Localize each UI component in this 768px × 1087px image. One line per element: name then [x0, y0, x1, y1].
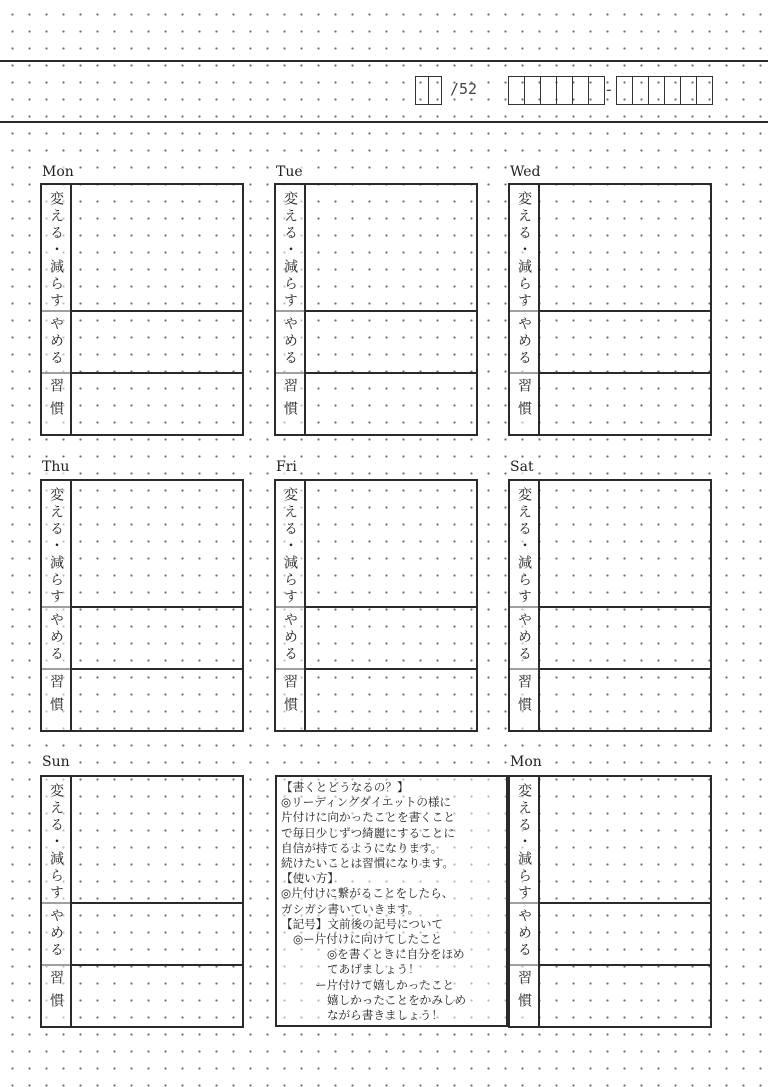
- label-quit: やめる: [42, 902, 72, 964]
- row-change-reduce[interactable]: [510, 185, 710, 312]
- label-habit: 習慣: [42, 372, 72, 434]
- row-change-reduce[interactable]: [276, 185, 476, 312]
- row-change-reduce[interactable]: [42, 185, 242, 312]
- label-habit: 習慣: [510, 668, 540, 730]
- note-line: ◎を書くときに自分をほめ: [327, 947, 465, 962]
- row-habit[interactable]: [510, 964, 710, 1026]
- row-quit[interactable]: [42, 310, 242, 374]
- label-habit: 習慣: [510, 964, 540, 1026]
- label-change-reduce: 変える・減らす: [42, 481, 72, 606]
- day-label-sun: Sun: [42, 754, 70, 770]
- note-line: ◎ー片付けに向けてしたこと: [293, 932, 443, 947]
- note-line: ながら書きましょう！: [327, 1008, 443, 1023]
- day-label-fri: Fri: [276, 459, 297, 475]
- label-habit: 習慣: [42, 668, 72, 730]
- day-box-tue[interactable]: [274, 183, 478, 436]
- day-label-tue: Tue: [276, 164, 303, 180]
- note-line: 続けたいことは習慣になります。: [281, 856, 454, 871]
- day-box-mon[interactable]: [40, 183, 244, 436]
- note-line: 片付けに向かったことを書くこと: [281, 810, 455, 825]
- week-number-field[interactable]: [415, 76, 442, 105]
- label-quit: やめる: [42, 606, 72, 668]
- note-line: 【書くとどうなるの？】: [281, 780, 409, 794]
- day-box-fri[interactable]: [274, 479, 478, 732]
- start-date-field[interactable]: [508, 76, 605, 105]
- week-total-label: /52: [450, 80, 478, 98]
- row-quit[interactable]: [510, 902, 710, 966]
- note-line: 自信が持てるようになります。: [281, 840, 443, 855]
- row-habit[interactable]: [42, 964, 242, 1026]
- row-habit[interactable]: [276, 668, 476, 730]
- label-habit: 習慣: [276, 668, 306, 730]
- row-quit[interactable]: [276, 310, 476, 374]
- label-change-reduce: 変える・減らす: [510, 777, 540, 902]
- row-change-reduce[interactable]: [42, 481, 242, 608]
- day-box-thu[interactable]: [40, 479, 244, 732]
- day-label-mon: Mon: [42, 164, 74, 180]
- label-quit: やめる: [276, 310, 306, 372]
- row-habit[interactable]: [42, 668, 242, 730]
- row-habit[interactable]: [42, 372, 242, 434]
- note-line: 【記号】文前後の記号について: [281, 916, 444, 931]
- day-box-wed[interactable]: [508, 183, 712, 436]
- row-habit[interactable]: [510, 668, 710, 730]
- label-quit: やめる: [510, 902, 540, 964]
- label-habit: 習慣: [510, 372, 540, 434]
- note-line: てあげましょう！: [327, 962, 420, 977]
- label-habit: 習慣: [276, 372, 306, 434]
- note-line: 【使い方】: [281, 871, 339, 886]
- row-change-reduce[interactable]: [42, 777, 242, 904]
- header-top-rule: [0, 60, 768, 62]
- header-bottom-rule: [0, 121, 768, 123]
- row-quit[interactable]: [42, 606, 242, 670]
- label-quit: やめる: [276, 606, 306, 668]
- row-habit[interactable]: [276, 372, 476, 434]
- label-quit: やめる: [510, 606, 540, 668]
- day-box-next-mon[interactable]: [508, 775, 712, 1028]
- row-change-reduce[interactable]: [276, 481, 476, 608]
- day-label-next-mon: Mon: [510, 754, 542, 770]
- label-change-reduce: 変える・減らす: [42, 777, 72, 902]
- row-change-reduce[interactable]: [510, 777, 710, 904]
- note-line: ー片付けて嬉しかったこと: [315, 977, 455, 992]
- row-quit[interactable]: [276, 606, 476, 670]
- label-change-reduce: 変える・減らす: [276, 185, 306, 310]
- note-line: ◎リーディングダイエットの様に: [281, 795, 452, 810]
- label-change-reduce: 変える・減らす: [510, 481, 540, 606]
- day-label-wed: Wed: [510, 164, 541, 180]
- row-change-reduce[interactable]: [510, 481, 710, 608]
- label-habit: 習慣: [42, 964, 72, 1026]
- note-line: で毎日少しずつ綺麗にすることに: [281, 825, 455, 840]
- label-quit: やめる: [42, 310, 72, 372]
- end-date-field[interactable]: [616, 76, 713, 105]
- label-change-reduce: 変える・減らす: [510, 185, 540, 310]
- row-quit[interactable]: [42, 902, 242, 966]
- day-label-sat: Sat: [510, 459, 534, 475]
- day-box-sun[interactable]: [40, 775, 244, 1028]
- instructions-box: [275, 775, 508, 1027]
- label-change-reduce: 変える・減らす: [42, 185, 72, 310]
- date-range-dash: -: [604, 80, 614, 99]
- day-box-sat[interactable]: [508, 479, 712, 732]
- day-label-thu: Thu: [42, 459, 70, 475]
- row-quit[interactable]: [510, 310, 710, 374]
- note-line: ◎片付けに繋がることをしたら、: [281, 886, 454, 901]
- note-line: 嬉しかったことをかみしめ: [327, 992, 467, 1007]
- note-line: ガシガシ書いていきます。: [281, 901, 420, 916]
- label-quit: やめる: [510, 310, 540, 372]
- row-quit[interactable]: [510, 606, 710, 670]
- label-change-reduce: 変える・減らす: [276, 481, 306, 606]
- row-habit[interactable]: [510, 372, 710, 434]
